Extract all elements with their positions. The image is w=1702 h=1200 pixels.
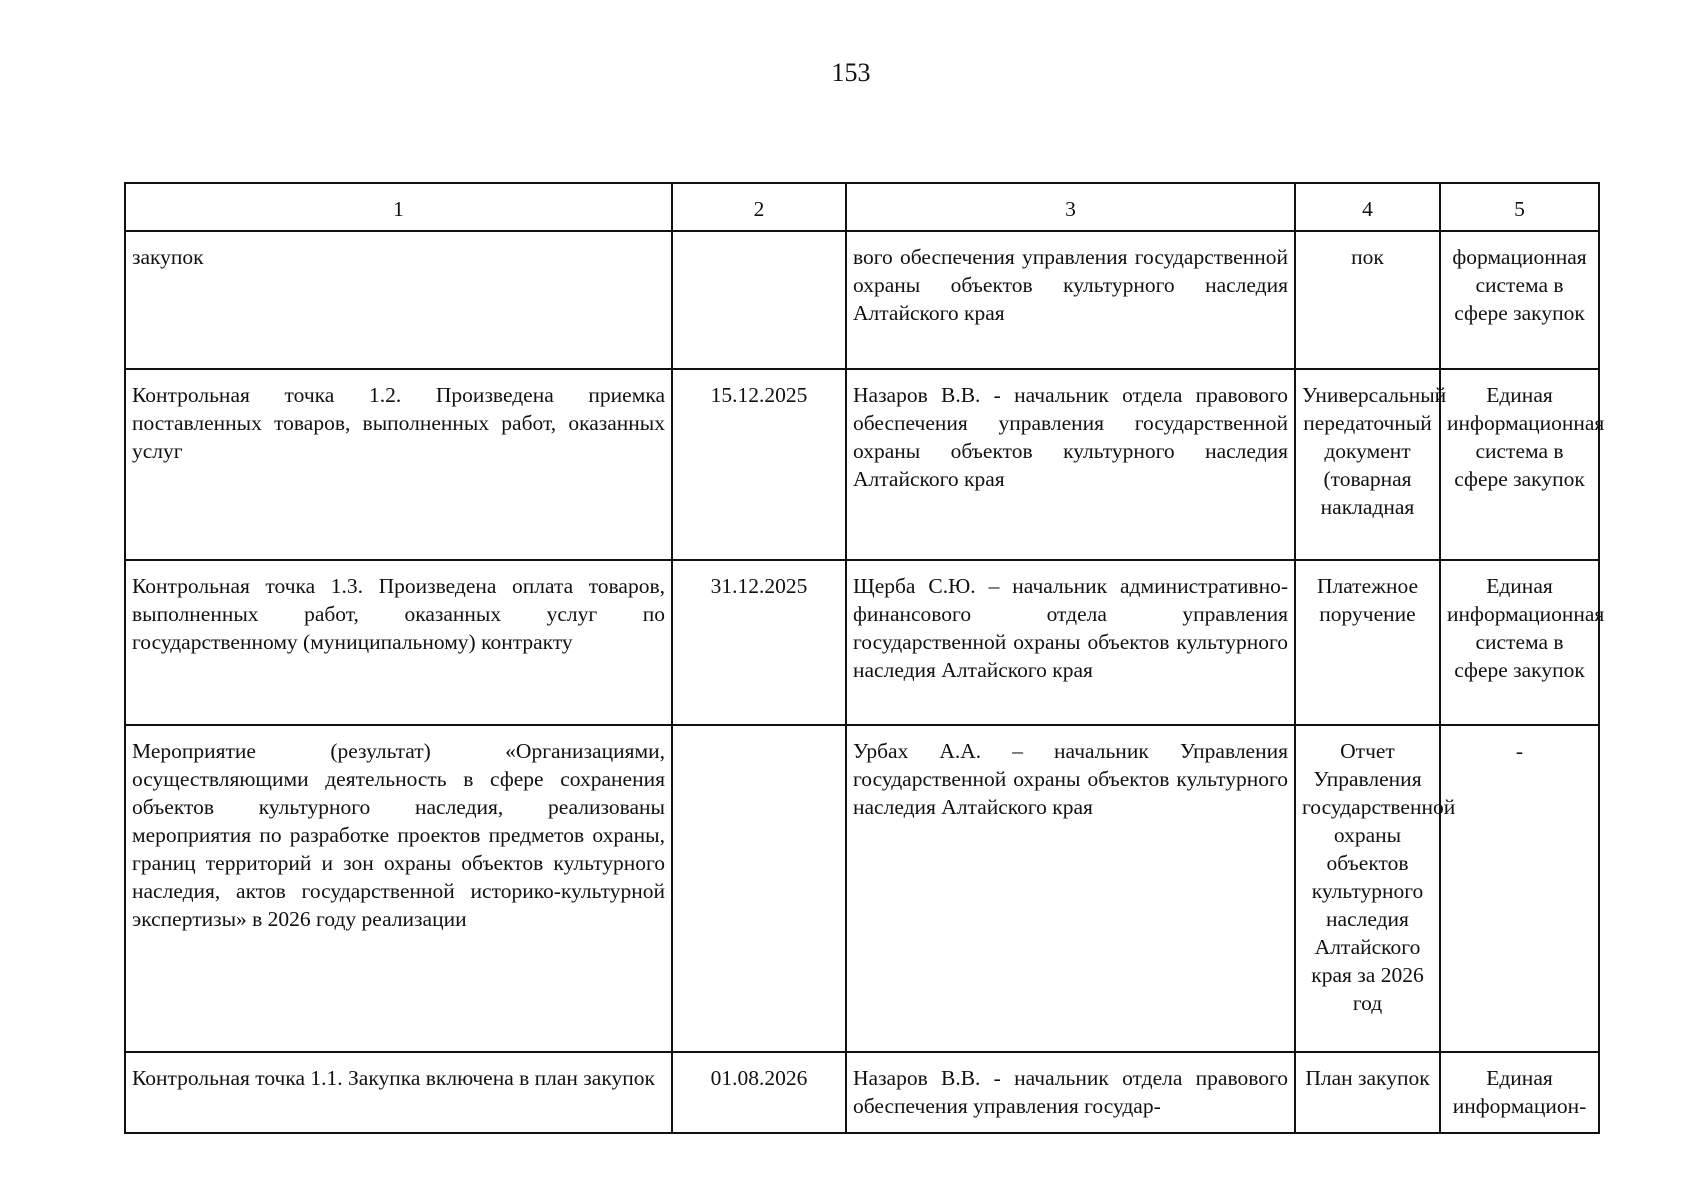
cell-event <box>125 725 672 1052</box>
cell-document: Отчет Управления государственной охраны объектов культурного наследия Алтайского края за 2026 год <box>1295 725 1440 1052</box>
cell-responsible <box>846 560 1295 725</box>
cell-date: 15.12.2025 <box>672 369 846 560</box>
cell-document: Платежное поручение <box>1295 560 1440 725</box>
cell-date <box>672 231 846 369</box>
cell-responsible-text: вого обеспечения управления государственной охраны объектов культурного наследия Алтайского края <box>853 245 1288 325</box>
cell-responsible-text: Назаров В.В. - начальник отдела правового обеспечения управления государ- <box>853 1066 1288 1118</box>
table-header-row <box>125 183 1599 231</box>
cell-event-text: Контрольная точка 1.3. Произведена оплата товаров, выполненных работ, оказанных услуг по государственному (муниципальному) контракту <box>132 574 665 654</box>
cell-event-text: Контрольная точка 1.2. Произведена приемка поставленных товаров, выполненных работ, оказанных услуг <box>132 383 665 463</box>
column-header-2: 2 <box>672 183 846 231</box>
cell-info-system: Единая информацион- <box>1440 1052 1599 1133</box>
cell-event <box>125 231 672 369</box>
cell-event-text: закупок <box>132 245 204 269</box>
cell-document: Универсальный передаточный документ (товарная накладная <box>1295 369 1440 560</box>
cell-event-text: Контрольная точка 1.1. Закупка включена в план закупок <box>132 1066 655 1090</box>
table-row <box>125 231 1599 369</box>
cell-info-system: формационная система в сфере закупок <box>1440 231 1599 369</box>
column-header-3: 3 <box>846 183 1295 231</box>
document-table <box>124 182 1605 1134</box>
cell-responsible <box>846 231 1295 369</box>
cell-date: 01.08.2026 <box>672 1052 846 1133</box>
table-row <box>125 1052 1599 1133</box>
cell-responsible-text: Урбах А.А. – начальник Управления государственной охраны объектов культурного наследия Алтайского края <box>853 739 1288 819</box>
cell-responsible <box>846 1052 1295 1133</box>
cell-document: План закупок <box>1295 1052 1440 1133</box>
table-row <box>125 725 1599 1052</box>
cell-event-text: Мероприятие (результат) «Организациями, осуществляющими деятельность в сфере сохранения объектов культурного наследия, реализованы мероприятия по разработке проектов предметов охраны, границ территорий и зон охраны объектов культурного наследия, актов государственной историко-культурной экспертизы» в 2026 году реализации <box>132 739 665 931</box>
cell-info-system: - <box>1440 725 1599 1052</box>
cell-date <box>672 725 846 1052</box>
cell-responsible-text: Назаров В.В. - начальник отдела правового обеспечения управления государственной охраны объектов культурного наследия Алтайского края <box>853 383 1288 491</box>
cell-date: 31.12.2025 <box>672 560 846 725</box>
column-header-5: 5 <box>1440 183 1599 231</box>
cell-event <box>125 560 672 725</box>
cell-responsible <box>846 369 1295 560</box>
cell-info-system: Единая информационная система в сфере закупок <box>1440 560 1599 725</box>
table-row <box>125 560 1599 725</box>
column-header-4: 4 <box>1295 183 1440 231</box>
cell-document: пок <box>1295 231 1440 369</box>
cell-event <box>125 1052 672 1133</box>
page-number: 153 <box>831 58 871 87</box>
cell-responsible <box>846 725 1295 1052</box>
cell-info-system: Единая информационная система в сфере закупок <box>1440 369 1599 560</box>
cell-responsible-text: Щерба С.Ю. – начальник административно-финансового отдела управления государственной охраны объектов культурного наследия Алтайского края <box>853 574 1288 682</box>
cell-event <box>125 369 672 560</box>
table-row <box>125 369 1599 560</box>
column-header-1: 1 <box>125 183 672 231</box>
